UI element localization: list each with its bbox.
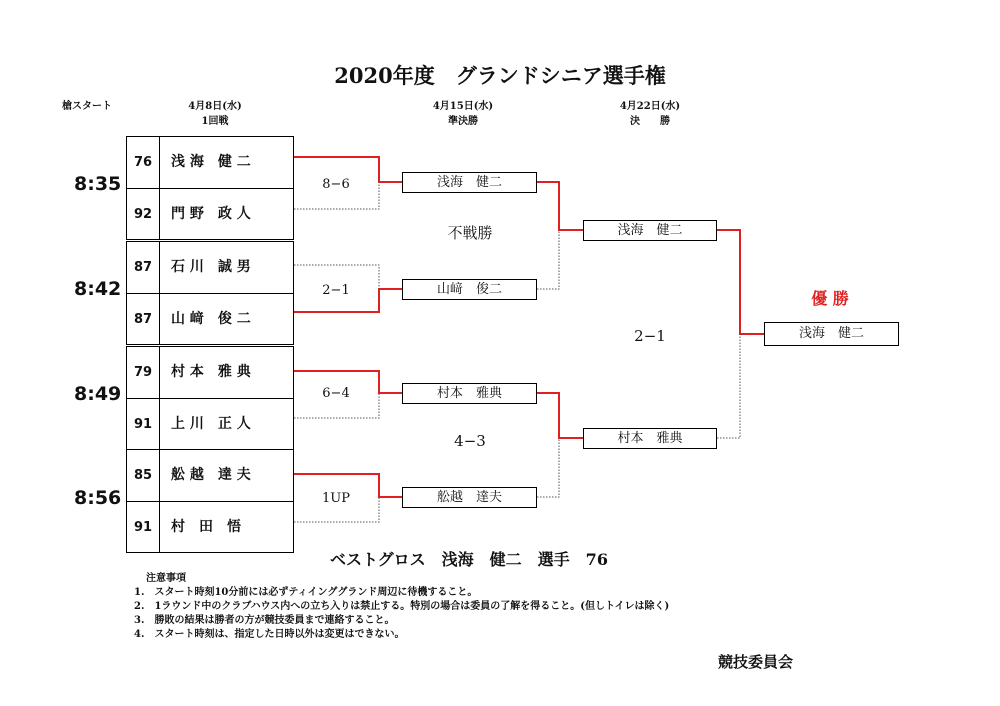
player-name: 村 田 悟 [171, 519, 241, 535]
notes-list [134, 586, 794, 642]
player-name: 山 﨑 俊 二 [171, 311, 251, 327]
semi-name: 準決勝 [448, 116, 478, 127]
champion-name: 浅海 健二 [764, 322, 899, 346]
final-result: 2−1 [634, 327, 666, 345]
semi-date: 4月15日(水) [432, 101, 494, 112]
player-score: 87 [133, 260, 153, 275]
semifinal-result-2: 4−3 [454, 432, 486, 450]
player-row [127, 347, 293, 398]
committee-signature: 競技委員会 [718, 653, 794, 671]
note-item: 3. 勝敗の結果は勝者の方が競技委員まで連絡すること。 [134, 615, 395, 626]
player-score: 91 [133, 417, 153, 432]
player-row [127, 189, 293, 240]
semifinal-player-1: 浅海 健二 [402, 172, 537, 193]
player-score: 91 [133, 520, 153, 535]
semifinal-player-3: 村本 雅典 [402, 383, 537, 404]
match-result-1: 8−6 [322, 177, 350, 192]
s1-loser-line [537, 230, 559, 289]
match-result-4: 1UP [322, 491, 350, 506]
match-result-3: 6−4 [322, 386, 350, 401]
player-row [127, 242, 293, 293]
group-box-2 [126, 241, 294, 345]
tee-time-3: 8:49 [74, 383, 122, 405]
note-item: 1. スタート時刻10分前には必ずティインググランド周辺に待機すること。 [134, 587, 478, 598]
best-gross: ベストグロス 浅海 健二 選手 76 [330, 550, 608, 569]
player-row [127, 294, 293, 345]
player-name: 舩 越 達 夫 [171, 467, 251, 483]
note-item: 4. スタート時刻は、指定した日時以外は変更はできない。 [134, 629, 405, 640]
round1-date: 4月8日(水) [188, 101, 242, 112]
player-row [127, 450, 293, 501]
tee-time-2: 8:42 [74, 278, 122, 300]
player-row [127, 137, 293, 188]
f-winner-line [717, 230, 764, 334]
final-date: 4月22日(水) [619, 101, 681, 112]
final-player-1: 浅海 健二 [583, 220, 717, 241]
champion-label: 優 勝 [811, 289, 849, 308]
player-name: 村 本 雅 典 [171, 364, 251, 380]
player-name: 石 川 誠 男 [171, 259, 251, 275]
player-score: 79 [133, 365, 153, 380]
player-score: 76 [133, 155, 153, 170]
group-box-3 [126, 346, 294, 450]
page-title: 2020年度 グランドシニア選手権 [334, 63, 666, 88]
s2-loser-line [537, 438, 559, 497]
semifinal-result-1: 不戦勝 [447, 224, 493, 242]
group-box-1 [126, 136, 294, 240]
player-name: 上 川 正 人 [171, 416, 251, 432]
player-score: 85 [133, 468, 153, 483]
final-name: 決 勝 [630, 116, 670, 127]
f-loser-line [717, 334, 740, 438]
semifinal-player-4: 舩越 達夫 [402, 487, 537, 508]
round1-name: 1回戦 [201, 116, 229, 127]
player-name: 浅 海 健 二 [171, 154, 251, 170]
player-score: 87 [133, 312, 153, 327]
player-row [127, 399, 293, 450]
tee-time-4: 8:56 [74, 487, 122, 509]
tee-header: 槍スタート [62, 101, 112, 112]
notes-heading: 注意事項 [146, 573, 186, 584]
player-name: 門 野 政 人 [171, 206, 251, 222]
tee-time-1: 8:35 [74, 173, 122, 195]
semifinal-player-2: 山﨑 俊二 [402, 279, 537, 300]
player-score: 92 [133, 207, 153, 222]
final-player-2: 村本 雅典 [583, 428, 717, 449]
player-row [127, 502, 293, 553]
note-item: 2. 1ラウンド中のクラブハウス内への立ち入りは禁止する。特別の場合は委員の了解を得ること。(但しトイレは除く) [134, 601, 670, 612]
match-result-2: 2−1 [322, 283, 350, 298]
s2-winner-line [537, 393, 583, 438]
s1-winner-line [537, 182, 583, 230]
group-box-4 [126, 449, 294, 553]
